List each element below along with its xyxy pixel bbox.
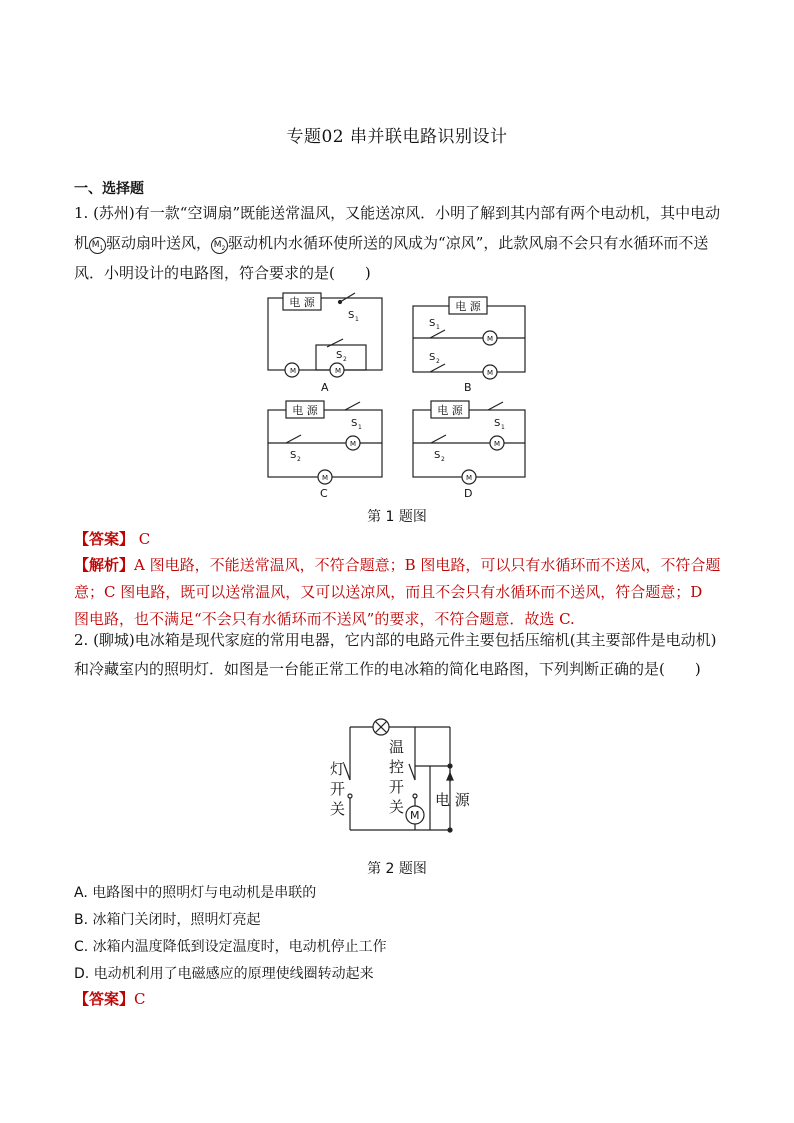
figure-2-caption: 第 2 题图 xyxy=(367,861,427,877)
svg-text:S: S xyxy=(494,418,501,429)
svg-text:温: 温 xyxy=(389,738,405,756)
svg-text:M: M xyxy=(410,809,420,822)
explanation-text: A 图电路，不能送常温风，不符合题意；B 图电路，可以只有水循环而不送风，不符合题意；C 图电路，既可以送常温风，又可以送凉风，而且不会只有水循环而不送风，符合题意；D 图电路，也不满足“不会只有水循环而不送风”的要求，不符合题意．故选 C. xyxy=(74,556,721,628)
svg-text:开: 开 xyxy=(389,778,405,796)
svg-text:C: C xyxy=(320,487,328,500)
svg-text:D: D xyxy=(464,487,473,500)
svg-text:S: S xyxy=(434,450,441,461)
svg-text:电 源: 电 源 xyxy=(435,791,470,809)
svg-text:关: 关 xyxy=(389,798,405,816)
motor-m1-icon: $M_1$ xyxy=(89,237,106,254)
svg-text:1: 1 xyxy=(358,424,362,431)
svg-text:S: S xyxy=(429,318,436,329)
page-title: 专题02 串并联电路识别设计 xyxy=(286,127,508,147)
svg-text:M: M xyxy=(494,440,501,448)
option-a: A. 电路图中的照明灯与电动机是串联的 xyxy=(74,885,317,901)
answer-tag: 【答案】 xyxy=(74,530,135,548)
question-2: 2. (聊城)电冰箱是现代家庭的常用电器，它内部的电路元件主要包括压缩机(其主要部件是电动机)和冷藏室内的照明灯．如图是一台能正常工作的电冰箱的简化电路图，下列判断正确的是( ) xyxy=(74,631,717,678)
answer-value: C xyxy=(134,990,146,1008)
q1-text-b: 驱动扇叶送风， xyxy=(106,234,212,252)
svg-text:A: A xyxy=(321,381,329,394)
motor-m2-icon: $M_2$ xyxy=(211,237,228,254)
svg-text:M: M xyxy=(487,335,494,343)
answer-value: C xyxy=(134,530,151,548)
q1-text-a: 1. (苏州)有一款“空调扇”既能送常温风，又能送凉风．小明了解到其内部有两个电动机，其中电动机 xyxy=(74,204,721,252)
answer-tag: 【答案】 xyxy=(74,990,135,1008)
explanation-1 xyxy=(74,552,722,633)
answer-1 xyxy=(74,528,150,549)
svg-text:M: M xyxy=(322,474,329,482)
svg-text:S: S xyxy=(348,310,355,321)
svg-text:电 源: 电 源 xyxy=(437,404,463,417)
svg-text:B: B xyxy=(464,381,472,394)
figure-1-caption: 第 1 题图 xyxy=(367,509,427,525)
svg-text:M: M xyxy=(335,367,342,375)
svg-text:控: 控 xyxy=(389,758,405,776)
svg-text:S: S xyxy=(290,450,297,461)
option-c: C. 冰箱内温度降低到设定温度时，电动机停止工作 xyxy=(74,939,387,955)
svg-text:2: 2 xyxy=(441,456,445,463)
svg-text:电 源: 电 源 xyxy=(289,296,315,309)
options-list xyxy=(74,880,387,988)
option-b: B. 冰箱门关闭时，照明灯亮起 xyxy=(74,912,261,928)
svg-text:1: 1 xyxy=(436,324,440,331)
question-1 xyxy=(74,198,722,288)
figure-2-circuit xyxy=(0,710,794,860)
svg-text:关: 关 xyxy=(330,800,346,818)
svg-text:M: M xyxy=(487,369,494,377)
svg-text:电 源: 电 源 xyxy=(455,300,481,313)
circuit-b xyxy=(413,297,525,394)
svg-text:S: S xyxy=(336,350,343,361)
section-heading: 一、选择题 xyxy=(74,181,144,197)
svg-text:开: 开 xyxy=(330,780,346,798)
circuit-c xyxy=(268,401,382,500)
svg-text:M: M xyxy=(466,474,473,482)
circuit-a xyxy=(268,293,382,394)
svg-text:2: 2 xyxy=(343,356,347,363)
svg-text:M: M xyxy=(350,440,357,448)
svg-text:1: 1 xyxy=(355,316,359,323)
svg-text:M: M xyxy=(290,367,297,375)
svg-text:电 源: 电 源 xyxy=(292,404,318,417)
svg-text:灯: 灯 xyxy=(330,760,346,778)
q1-text-c: 驱动机内水循环使所送的风成为“凉风”，此款风扇不会只有水循环而不送风．小明设计的电路图，符合要求的是( ) xyxy=(74,234,709,282)
svg-text:2: 2 xyxy=(297,456,301,463)
answer-2 xyxy=(74,988,146,1009)
svg-text:2: 2 xyxy=(436,358,440,365)
option-d: D. 电动机利用了电磁感应的原理使线圈转动起来 xyxy=(74,966,374,982)
explanation-tag: 【解析】 xyxy=(74,556,135,574)
svg-text:S: S xyxy=(351,418,358,429)
circuit-d xyxy=(413,401,525,500)
svg-text:S: S xyxy=(429,352,436,363)
svg-text:1: 1 xyxy=(501,424,505,431)
